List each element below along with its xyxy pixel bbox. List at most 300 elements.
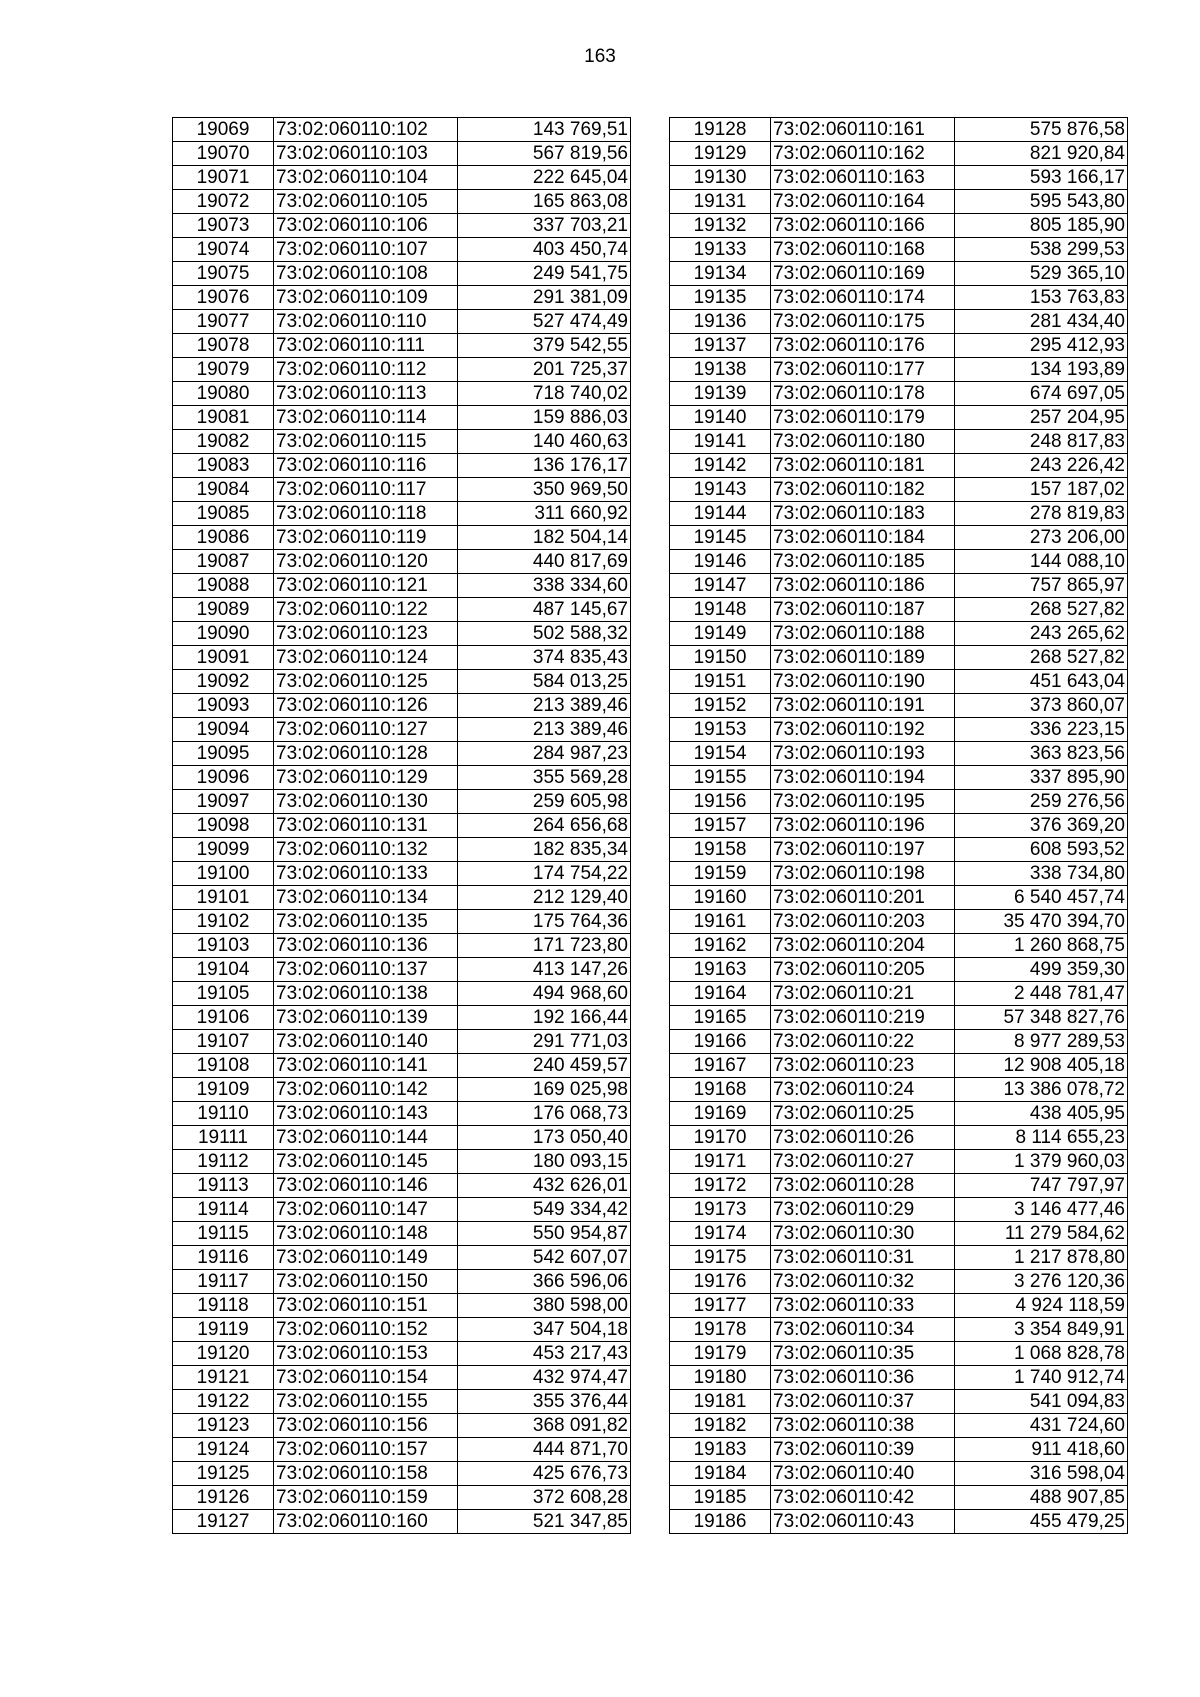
- table-row: [173, 1054, 631, 1078]
- row-number-cell: 19070: [173, 142, 274, 166]
- cadastral-number-cell: 73:02:060110:30: [771, 1222, 955, 1246]
- table-row: [173, 1006, 631, 1030]
- cadastral-value-cell: 567 819,56: [458, 142, 631, 166]
- cadastral-number-cell: 73:02:060110:116: [274, 454, 458, 478]
- row-number-cell: 19136: [670, 310, 771, 334]
- cadastral-value-cell: 593 166,17: [955, 166, 1128, 190]
- row-number-cell: 19099: [173, 838, 274, 862]
- table-row: [670, 262, 1128, 286]
- row-number-cell: 19124: [173, 1438, 274, 1462]
- cadastral-number-cell: 73:02:060110:120: [274, 550, 458, 574]
- cadastral-value-cell: 337 895,90: [955, 766, 1128, 790]
- table-row: [670, 1174, 1128, 1198]
- row-number-cell: 19174: [670, 1222, 771, 1246]
- cadastral-number-cell: 73:02:060110:153: [274, 1342, 458, 1366]
- cadastral-number-cell: 73:02:060110:152: [274, 1318, 458, 1342]
- cadastral-number-cell: 73:02:060110:110: [274, 310, 458, 334]
- row-number-cell: 19156: [670, 790, 771, 814]
- cadastral-value-cell: 8 114 655,23: [955, 1126, 1128, 1150]
- row-number-cell: 19083: [173, 454, 274, 478]
- table-row: [173, 1438, 631, 1462]
- cadastral-value-cell: 355 569,28: [458, 766, 631, 790]
- cadastral-value-cell: 136 176,17: [458, 454, 631, 478]
- cadastral-value-cell: 180 093,15: [458, 1150, 631, 1174]
- row-number-cell: 19129: [670, 142, 771, 166]
- table-body-right: [670, 118, 1128, 1534]
- cadastral-number-cell: 73:02:060110:189: [771, 646, 955, 670]
- table-row: [670, 838, 1128, 862]
- row-number-cell: 19119: [173, 1318, 274, 1342]
- cadastral-number-cell: 73:02:060110:159: [274, 1486, 458, 1510]
- table-row: [173, 1150, 631, 1174]
- row-number-cell: 19082: [173, 430, 274, 454]
- cadastral-value-cell: 337 703,21: [458, 214, 631, 238]
- cadastral-value-cell: 1 260 868,75: [955, 934, 1128, 958]
- cadastral-number-cell: 73:02:060110:182: [771, 478, 955, 502]
- table-row: [173, 1030, 631, 1054]
- row-number-cell: 19176: [670, 1270, 771, 1294]
- cadastral-value-cell: 336 223,15: [955, 718, 1128, 742]
- cadastral-value-cell: 174 754,22: [458, 862, 631, 886]
- cadastral-value-cell: 575 876,58: [955, 118, 1128, 142]
- cadastral-value-cell: 134 193,89: [955, 358, 1128, 382]
- table-row: [173, 166, 631, 190]
- cadastral-number-cell: 73:02:060110:22: [771, 1030, 955, 1054]
- cadastral-value-cell: 284 987,23: [458, 742, 631, 766]
- cadastral-number-cell: 73:02:060110:118: [274, 502, 458, 526]
- table-row: [173, 1390, 631, 1414]
- table-row: [173, 1078, 631, 1102]
- row-number-cell: 19143: [670, 478, 771, 502]
- row-number-cell: 19079: [173, 358, 274, 382]
- row-number-cell: 19098: [173, 814, 274, 838]
- cadastral-number-cell: 73:02:060110:140: [274, 1030, 458, 1054]
- cadastral-value-cell: 499 359,30: [955, 958, 1128, 982]
- table-row: [670, 646, 1128, 670]
- cadastral-value-cell: 757 865,97: [955, 574, 1128, 598]
- cadastral-value-cell: 403 450,74: [458, 238, 631, 262]
- row-number-cell: 19185: [670, 1486, 771, 1510]
- cadastral-number-cell: 73:02:060110:104: [274, 166, 458, 190]
- cadastral-value-cell: 1 217 878,80: [955, 1246, 1128, 1270]
- row-number-cell: 19184: [670, 1462, 771, 1486]
- cadastral-value-cell: 549 334,42: [458, 1198, 631, 1222]
- cadastral-number-cell: 73:02:060110:106: [274, 214, 458, 238]
- row-number-cell: 19125: [173, 1462, 274, 1486]
- cadastral-number-cell: 73:02:060110:32: [771, 1270, 955, 1294]
- cadastral-value-cell: 911 418,60: [955, 1438, 1128, 1462]
- cadastral-value-cell: 13 386 078,72: [955, 1078, 1128, 1102]
- row-number-cell: 19186: [670, 1510, 771, 1534]
- row-number-cell: 19126: [173, 1486, 274, 1510]
- table-row: [670, 574, 1128, 598]
- row-number-cell: 19173: [670, 1198, 771, 1222]
- cadastral-number-cell: 73:02:060110:115: [274, 430, 458, 454]
- cadastral-value-cell: 213 389,46: [458, 694, 631, 718]
- cadastral-number-cell: 73:02:060110:158: [274, 1462, 458, 1486]
- cadastral-number-cell: 73:02:060110:205: [771, 958, 955, 982]
- table-row: [670, 814, 1128, 838]
- table-row: [670, 1318, 1128, 1342]
- cadastral-number-cell: 73:02:060110:198: [771, 862, 955, 886]
- row-number-cell: 19161: [670, 910, 771, 934]
- row-number-cell: 19105: [173, 982, 274, 1006]
- cadastral-value-cell: 455 479,25: [955, 1510, 1128, 1534]
- table-row: [173, 1414, 631, 1438]
- cadastral-value-cell: 440 817,69: [458, 550, 631, 574]
- cadastral-value-cell: 159 886,03: [458, 406, 631, 430]
- cadastral-value-cell: 487 145,67: [458, 598, 631, 622]
- cadastral-value-cell: 243 226,42: [955, 454, 1128, 478]
- table-row: [173, 1318, 631, 1342]
- row-number-cell: 19081: [173, 406, 274, 430]
- cadastral-number-cell: 73:02:060110:185: [771, 550, 955, 574]
- row-number-cell: 19074: [173, 238, 274, 262]
- cadastral-value-cell: 143 769,51: [458, 118, 631, 142]
- cadastral-number-cell: 73:02:060110:28: [771, 1174, 955, 1198]
- table-row: [670, 1462, 1128, 1486]
- table-row: [670, 478, 1128, 502]
- table-row: [670, 526, 1128, 550]
- row-number-cell: 19148: [670, 598, 771, 622]
- table-row: [670, 1126, 1128, 1150]
- cadastral-value-cell: 35 470 394,70: [955, 910, 1128, 934]
- cadastral-value-cell: 248 817,83: [955, 430, 1128, 454]
- row-number-cell: 19134: [670, 262, 771, 286]
- cadastral-value-cell: 153 763,83: [955, 286, 1128, 310]
- table-row: [173, 406, 631, 430]
- row-number-cell: 19160: [670, 886, 771, 910]
- cadastral-number-cell: 73:02:060110:31: [771, 1246, 955, 1270]
- cadastral-value-cell: 268 527,82: [955, 646, 1128, 670]
- cadastral-value-cell: 295 412,93: [955, 334, 1128, 358]
- cadastral-number-cell: 73:02:060110:121: [274, 574, 458, 598]
- cadastral-value-cell: 444 871,70: [458, 1438, 631, 1462]
- cadastral-number-cell: 73:02:060110:160: [274, 1510, 458, 1534]
- cadastral-number-cell: 73:02:060110:179: [771, 406, 955, 430]
- cadastral-number-cell: 73:02:060110:123: [274, 622, 458, 646]
- table-row: [173, 1342, 631, 1366]
- table-row: [173, 118, 631, 142]
- row-number-cell: 19100: [173, 862, 274, 886]
- cadastral-number-cell: 73:02:060110:108: [274, 262, 458, 286]
- table-row: [670, 214, 1128, 238]
- cadastral-value-cell: 373 860,07: [955, 694, 1128, 718]
- row-number-cell: 19108: [173, 1054, 274, 1078]
- cadastral-value-cell: 453 217,43: [458, 1342, 631, 1366]
- row-number-cell: 19165: [670, 1006, 771, 1030]
- cadastral-number-cell: 73:02:060110:33: [771, 1294, 955, 1318]
- table-row: [173, 190, 631, 214]
- row-number-cell: 19157: [670, 814, 771, 838]
- table-row: [670, 1390, 1128, 1414]
- cadastral-value-cell: 311 660,92: [458, 502, 631, 526]
- row-number-cell: 19132: [670, 214, 771, 238]
- cadastral-value-cell: 584 013,25: [458, 670, 631, 694]
- cadastral-value-cell: 213 389,46: [458, 718, 631, 742]
- cadastral-value-cell: 249 541,75: [458, 262, 631, 286]
- cadastral-value-cell: 718 740,02: [458, 382, 631, 406]
- cadastral-value-cell: 140 460,63: [458, 430, 631, 454]
- cadastral-value-cell: 268 527,82: [955, 598, 1128, 622]
- cadastral-number-cell: 73:02:060110:181: [771, 454, 955, 478]
- cadastral-number-cell: 73:02:060110:166: [771, 214, 955, 238]
- cadastral-value-cell: 366 596,06: [458, 1270, 631, 1294]
- cadastral-number-cell: 73:02:060110:156: [274, 1414, 458, 1438]
- table-row: [670, 1222, 1128, 1246]
- row-number-cell: 19106: [173, 1006, 274, 1030]
- cadastral-value-cell: 11 279 584,62: [955, 1222, 1128, 1246]
- table-row: [670, 334, 1128, 358]
- row-number-cell: 19150: [670, 646, 771, 670]
- row-number-cell: 19094: [173, 718, 274, 742]
- cadastral-value-cell: 338 334,60: [458, 574, 631, 598]
- table-row: [670, 238, 1128, 262]
- table-row: [670, 118, 1128, 142]
- row-number-cell: 19093: [173, 694, 274, 718]
- cadastral-value-cell: 376 369,20: [955, 814, 1128, 838]
- cadastral-value-cell: 350 969,50: [458, 478, 631, 502]
- cadastral-number-cell: 73:02:060110:176: [771, 334, 955, 358]
- cadastral-number-cell: 73:02:060110:25: [771, 1102, 955, 1126]
- table-row: [173, 310, 631, 334]
- table-row: [173, 1102, 631, 1126]
- cadastral-number-cell: 73:02:060110:27: [771, 1150, 955, 1174]
- row-number-cell: 19075: [173, 262, 274, 286]
- cadastral-table-left: [172, 117, 631, 1534]
- cadastral-number-cell: 73:02:060110:125: [274, 670, 458, 694]
- table-row: [670, 622, 1128, 646]
- table-row: [670, 310, 1128, 334]
- cadastral-number-cell: 73:02:060110:37: [771, 1390, 955, 1414]
- row-number-cell: 19091: [173, 646, 274, 670]
- cadastral-number-cell: 73:02:060110:24: [771, 1078, 955, 1102]
- cadastral-number-cell: 73:02:060110:180: [771, 430, 955, 454]
- cadastral-number-cell: 73:02:060110:196: [771, 814, 955, 838]
- cadastral-number-cell: 73:02:060110:145: [274, 1150, 458, 1174]
- row-number-cell: 19115: [173, 1222, 274, 1246]
- cadastral-number-cell: 73:02:060110:147: [274, 1198, 458, 1222]
- table-row: [173, 1270, 631, 1294]
- row-number-cell: 19102: [173, 910, 274, 934]
- cadastral-number-cell: 73:02:060110:131: [274, 814, 458, 838]
- table-row: [670, 982, 1128, 1006]
- cadastral-value-cell: 347 504,18: [458, 1318, 631, 1342]
- row-number-cell: 19117: [173, 1270, 274, 1294]
- table-row: [670, 1366, 1128, 1390]
- table-row: [670, 862, 1128, 886]
- cadastral-number-cell: 73:02:060110:119: [274, 526, 458, 550]
- table-row: [670, 934, 1128, 958]
- table-row: [173, 862, 631, 886]
- cadastral-number-cell: 73:02:060110:105: [274, 190, 458, 214]
- cadastral-number-cell: 73:02:060110:21: [771, 982, 955, 1006]
- row-number-cell: 19078: [173, 334, 274, 358]
- cadastral-number-cell: 73:02:060110:174: [771, 286, 955, 310]
- row-number-cell: 19090: [173, 622, 274, 646]
- cadastral-value-cell: 264 656,68: [458, 814, 631, 838]
- row-number-cell: 19149: [670, 622, 771, 646]
- cadastral-value-cell: 527 474,49: [458, 310, 631, 334]
- row-number-cell: 19127: [173, 1510, 274, 1534]
- row-number-cell: 19158: [670, 838, 771, 862]
- table-row: [670, 718, 1128, 742]
- cadastral-value-cell: 169 025,98: [458, 1078, 631, 1102]
- cadastral-number-cell: 73:02:060110:195: [771, 790, 955, 814]
- cadastral-value-cell: 291 771,03: [458, 1030, 631, 1054]
- cadastral-number-cell: 73:02:060110:124: [274, 646, 458, 670]
- cadastral-number-cell: 73:02:060110:141: [274, 1054, 458, 1078]
- row-number-cell: 19153: [670, 718, 771, 742]
- table-row: [173, 694, 631, 718]
- cadastral-number-cell: 73:02:060110:143: [274, 1102, 458, 1126]
- cadastral-number-cell: 73:02:060110:177: [771, 358, 955, 382]
- row-number-cell: 19112: [173, 1150, 274, 1174]
- row-number-cell: 19096: [173, 766, 274, 790]
- row-number-cell: 19128: [670, 118, 771, 142]
- row-number-cell: 19139: [670, 382, 771, 406]
- table-row: [670, 166, 1128, 190]
- table-row: [173, 382, 631, 406]
- cadastral-value-cell: 291 381,09: [458, 286, 631, 310]
- cadastral-number-cell: 73:02:060110:36: [771, 1366, 955, 1390]
- cadastral-value-cell: 379 542,55: [458, 334, 631, 358]
- cadastral-value-cell: 4 924 118,59: [955, 1294, 1128, 1318]
- row-number-cell: 19164: [670, 982, 771, 1006]
- table-row: [173, 1222, 631, 1246]
- row-number-cell: 19110: [173, 1102, 274, 1126]
- table-row: [670, 1078, 1128, 1102]
- row-number-cell: 19152: [670, 694, 771, 718]
- cadastral-number-cell: 73:02:060110:137: [274, 958, 458, 982]
- cadastral-value-cell: 805 185,90: [955, 214, 1128, 238]
- table-row: [670, 550, 1128, 574]
- table-row: [173, 1126, 631, 1150]
- cadastral-number-cell: 73:02:060110:35: [771, 1342, 955, 1366]
- cadastral-number-cell: 73:02:060110:151: [274, 1294, 458, 1318]
- cadastral-value-cell: 6 540 457,74: [955, 886, 1128, 910]
- table-row: [173, 910, 631, 934]
- row-number-cell: 19162: [670, 934, 771, 958]
- table-row: [173, 574, 631, 598]
- cadastral-number-cell: 73:02:060110:134: [274, 886, 458, 910]
- cadastral-number-cell: 73:02:060110:157: [274, 1438, 458, 1462]
- cadastral-number-cell: 73:02:060110:133: [274, 862, 458, 886]
- table-row: [670, 958, 1128, 982]
- row-number-cell: 19159: [670, 862, 771, 886]
- row-number-cell: 19087: [173, 550, 274, 574]
- table-row: [670, 1342, 1128, 1366]
- row-number-cell: 19076: [173, 286, 274, 310]
- row-number-cell: 19167: [670, 1054, 771, 1078]
- cadastral-value-cell: 176 068,73: [458, 1102, 631, 1126]
- row-number-cell: 19170: [670, 1126, 771, 1150]
- cadastral-value-cell: 3 146 477,46: [955, 1198, 1128, 1222]
- cadastral-number-cell: 73:02:060110:184: [771, 526, 955, 550]
- cadastral-number-cell: 73:02:060110:204: [771, 934, 955, 958]
- cadastral-value-cell: 413 147,26: [458, 958, 631, 982]
- cadastral-number-cell: 73:02:060110:163: [771, 166, 955, 190]
- row-number-cell: 19080: [173, 382, 274, 406]
- table-row: [670, 670, 1128, 694]
- cadastral-value-cell: 3 276 120,36: [955, 1270, 1128, 1294]
- cadastral-value-cell: 273 206,00: [955, 526, 1128, 550]
- row-number-cell: 19104: [173, 958, 274, 982]
- table-row: [173, 430, 631, 454]
- row-number-cell: 19097: [173, 790, 274, 814]
- cadastral-number-cell: 73:02:060110:144: [274, 1126, 458, 1150]
- table-row: [670, 790, 1128, 814]
- row-number-cell: 19144: [670, 502, 771, 526]
- cadastral-value-cell: 521 347,85: [458, 1510, 631, 1534]
- cadastral-value-cell: 259 276,56: [955, 790, 1128, 814]
- row-number-cell: 19163: [670, 958, 771, 982]
- cadastral-number-cell: 73:02:060110:186: [771, 574, 955, 598]
- table-row: [670, 1006, 1128, 1030]
- table-row: [670, 358, 1128, 382]
- cadastral-value-cell: 494 968,60: [458, 982, 631, 1006]
- row-number-cell: 19113: [173, 1174, 274, 1198]
- cadastral-value-cell: 372 608,28: [458, 1486, 631, 1510]
- table-row: [173, 526, 631, 550]
- cadastral-value-cell: 173 050,40: [458, 1126, 631, 1150]
- table-row: [173, 1174, 631, 1198]
- cadastral-value-cell: 595 543,80: [955, 190, 1128, 214]
- cadastral-number-cell: 73:02:060110:127: [274, 718, 458, 742]
- table-row: [173, 454, 631, 478]
- table-row: [670, 1102, 1128, 1126]
- table-row: [173, 982, 631, 1006]
- cadastral-number-cell: 73:02:060110:178: [771, 382, 955, 406]
- table-row: [173, 790, 631, 814]
- cadastral-value-cell: 157 187,02: [955, 478, 1128, 502]
- cadastral-number-cell: 73:02:060110:117: [274, 478, 458, 502]
- cadastral-value-cell: 374 835,43: [458, 646, 631, 670]
- row-number-cell: 19141: [670, 430, 771, 454]
- cadastral-number-cell: 73:02:060110:193: [771, 742, 955, 766]
- table-row: [173, 646, 631, 670]
- row-number-cell: 19133: [670, 238, 771, 262]
- row-number-cell: 19122: [173, 1390, 274, 1414]
- row-number-cell: 19140: [670, 406, 771, 430]
- row-number-cell: 19109: [173, 1078, 274, 1102]
- cadastral-number-cell: 73:02:060110:155: [274, 1390, 458, 1414]
- row-number-cell: 19073: [173, 214, 274, 238]
- cadastral-number-cell: 73:02:060110:130: [274, 790, 458, 814]
- table-row: [173, 814, 631, 838]
- cadastral-value-cell: 542 607,07: [458, 1246, 631, 1270]
- cadastral-number-cell: 73:02:060110:103: [274, 142, 458, 166]
- row-number-cell: 19092: [173, 670, 274, 694]
- row-number-cell: 19069: [173, 118, 274, 142]
- table-row: [173, 766, 631, 790]
- cadastral-number-cell: 73:02:060110:138: [274, 982, 458, 1006]
- row-number-cell: 19155: [670, 766, 771, 790]
- table-row: [173, 598, 631, 622]
- cadastral-number-cell: 73:02:060110:187: [771, 598, 955, 622]
- row-number-cell: 19088: [173, 574, 274, 598]
- cadastral-number-cell: 73:02:060110:114: [274, 406, 458, 430]
- row-number-cell: 19071: [173, 166, 274, 190]
- cadastral-number-cell: 73:02:060110:194: [771, 766, 955, 790]
- cadastral-value-cell: 1 379 960,03: [955, 1150, 1128, 1174]
- cadastral-value-cell: 541 094,83: [955, 1390, 1128, 1414]
- cadastral-number-cell: 73:02:060110:34: [771, 1318, 955, 1342]
- row-number-cell: 19179: [670, 1342, 771, 1366]
- table-row: [670, 1030, 1128, 1054]
- cadastral-number-cell: 73:02:060110:201: [771, 886, 955, 910]
- cadastral-table-right: [669, 117, 1128, 1534]
